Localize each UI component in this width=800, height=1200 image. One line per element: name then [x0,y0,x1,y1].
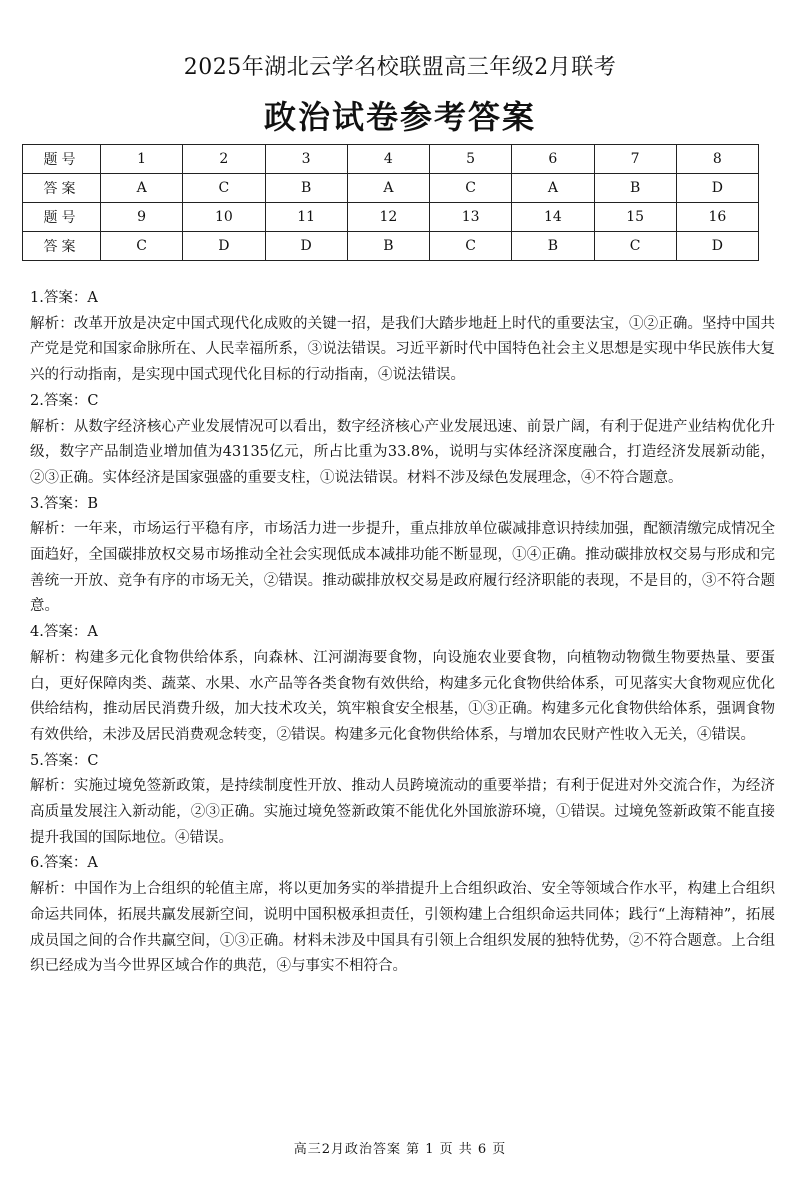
table-cell: B [265,174,347,203]
answer-table [22,144,759,261]
table-cell: B [594,174,676,203]
analysis-paragraph: 解析：构建多元化食物供给体系，向森林、江河湖海要食物，向设施农业要食物，向植物动物微生物要热量、要蛋白，更好保障肉类、蔬菜、水果、水产品等各类食物有效供给，构建多元化食物供给体系，可见落实大食物观应优化供给结构，推动居民消费升级，加大技术攻关，筑牢粮食安全根基，①③正确。构建多元化食物供给体系，强调食物有效供给，未涉及居民消费观念转变，②错误。构建多元化食物供给体系，与增加农民财产性收入无关，④错误。 [30,649,775,743]
table-cell: 1 [101,145,183,174]
table-cell: 5 [430,145,512,174]
table-cell: 3 [265,145,347,174]
row-label: 题号 [23,203,101,232]
table-cell: 11 [265,203,347,232]
table-row [23,203,759,232]
table-cell: C [183,174,265,203]
answer-line: 5.答案：C [30,752,99,769]
table-cell: A [347,174,429,203]
table-cell: B [512,232,594,261]
table-cell: D [265,232,347,261]
table-cell: 8 [676,145,758,174]
table-cell: 13 [430,203,512,232]
table-row [23,232,759,261]
table-cell: 16 [676,203,758,232]
answer-explanations [30,286,775,980]
analysis-paragraph: 解析：中国作为上合组织的轮值主席，将以更加务实的举措提升上合组织政治、安全等领域合作水平，构建上合组织命运共同体，拓展共赢发展新空间，说明中国积极承担责任，引领构建上合组织命运共同体；践行“上海精神”，拓展成员国之间的合作共赢空间，①③正确。材料未涉及中国具有引领上合组织发展的独特优势，②不符合题意。上合组织已经成为当今世界区域合作的典范，④与事实不相符合。 [30,881,775,975]
table-cell: 6 [512,145,594,174]
analysis-paragraph: 解析：一年来，市场运行平稳有序，市场活力进一步提升，重点排放单位碳减排意识持续加强，配额清缴完成情况全面趋好，全国碳排放权交易市场推动全社会实现低成本减排功能不断显现，①④正确。推动碳排放权交易与形成和完善统一开放、竞争有序的市场无关，②错误。推动碳排放权交易是政府履行经济职能的表现，不是目的，③不符合题意。 [30,521,775,615]
table-cell: 15 [594,203,676,232]
row-label: 题号 [23,145,101,174]
page-title: 政治试卷参考答案 [263,98,536,136]
table-cell: C [101,232,183,261]
table-row [23,174,759,203]
table-cell: D [183,232,265,261]
table-cell: C [430,232,512,261]
row-label: 答案 [23,174,101,203]
answer-line: 4.答案：A [30,624,98,641]
analysis-paragraph: 解析：实施过境免签新政策，是持续制度性开放、推动人员跨境流动的重要举措；有利于促进对外交流合作，为经济高质量发展注入新动能，②③正确。实施过境免签新政策不能优化外国旅游环境，①错误。过境免签新政策不能直接提升我国的国际地位。④错误。 [30,778,775,846]
table-cell: 2 [183,145,265,174]
answer-line: 6.答案：A [30,855,98,872]
table-cell: 14 [512,203,594,232]
table-cell: 10 [183,203,265,232]
table-cell: 7 [594,145,676,174]
answer-line: 2.答案：C [30,392,99,409]
exam-title: 2025年湖北云学名校联盟高三年级2月联考 [183,55,617,80]
answer-line: 3.答案：B [30,495,98,512]
answer-line: 1.答案：A [30,290,98,306]
table-cell: 4 [347,145,429,174]
row-label: 答案 [23,232,101,261]
table-cell: 12 [347,203,429,232]
table-row [23,145,759,174]
page-footer: 高三2月政治答案 第 1 页 共 6 页 [293,1142,507,1157]
table-cell: D [676,232,758,261]
analysis-paragraph: 解析：从数字经济核心产业发展情况可以看出，数字经济核心产业发展迅速、前景广阔，有利于促进产业结构优化升级，数字产品制造业增加值为43135亿元，所占比重为33.8%，说明与实体经济深度融合，打造经济发展新动能，②③正确。实体经济是国家强盛的重要支柱，①说法错误。材料不涉及绿色发展理念，④不符合题意。 [30,418,775,486]
table-cell: C [594,232,676,261]
analysis-paragraph: 解析：改革开放是决定中国式现代化成败的关键一招，是我们大踏步地赶上时代的重要法宝，①②正确。坚持中国共产党是党和国家命脉所在、人民幸福所系，③说法错误。习近平新时代中国特色社会主义思想是实现中华民族伟大复兴的行动指南，是实现中国式现代化目标的行动指南，④说法错误。 [30,315,775,384]
table-cell: D [676,174,758,203]
table-cell: A [101,174,183,203]
table-cell: B [347,232,429,261]
table-cell: 9 [101,203,183,232]
table-cell: A [512,174,594,203]
table-cell: C [430,174,512,203]
